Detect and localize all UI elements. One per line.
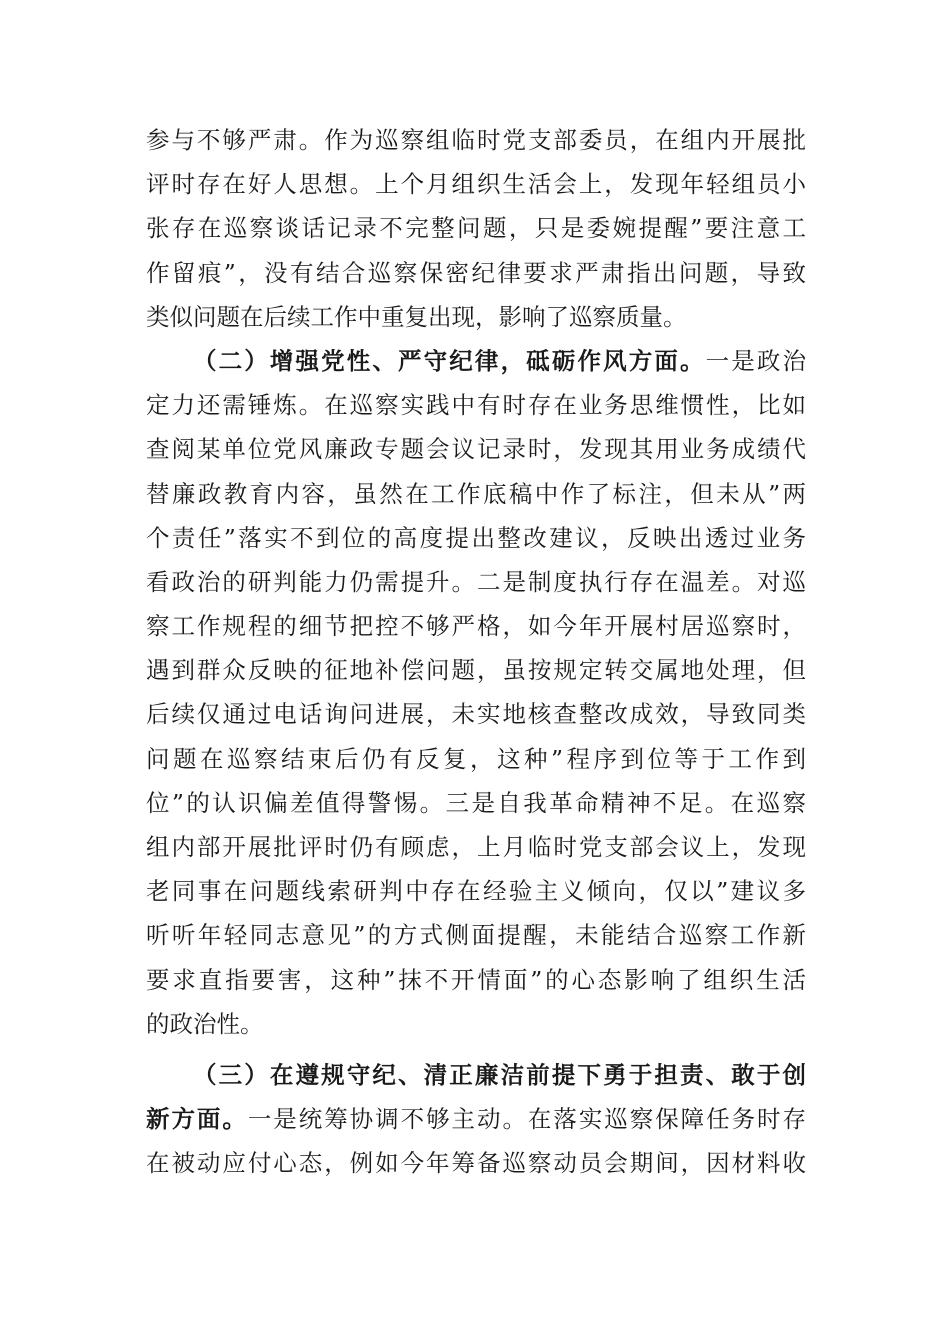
text-run: 一是统筹协调不够主动。在落实巡察保障任务时存 [247,1105,807,1134]
paragraph-3 [146,1053,806,1186]
paragraph-first-line [146,339,806,383]
text-line: 的政治性。 [146,1009,264,1038]
text-line: 张存在巡察谈话记录不完整问题，只是委婉提醒”要注意工 [146,214,806,243]
text-line: 查阅某单位党风廉政专题会议记录时，发现其用业务成绩代 [146,435,806,464]
text-line: 后续仅通过电话询问进展，未实地核查整改成效，导致同类 [146,700,806,729]
text-line: 遇到群众反映的征地补偿问题，虽按规定转交属地处理，但 [146,656,806,685]
paragraph-1 [146,118,806,339]
text-line: 参与不够严肃。作为巡察组临时党支部委员，在组内开展批 [146,126,806,154]
paragraph-spacing [146,1046,806,1053]
text-line: 位”的认识偏差值得警惕。三是自我革命精神不足。在巡察 [146,788,806,817]
section-heading-3-end: 新方面。 [146,1105,248,1134]
text-line: 问题在巡察结束后仍有反复，这种”程序到位等于工作到 [146,744,806,773]
text-line: 要求直指要害，这种”抹不开情面”的心态影响了组织生活 [146,965,806,994]
document-body [146,118,806,1186]
section-heading-2: （二）增强党性、严守纪律，砥砺作风方面。 [193,346,706,375]
text-line: 类似问题在后续工作中重复出现，影响了巡察质量。 [146,302,687,331]
paragraph-line [146,1097,806,1141]
text-run: 一是政治 [705,346,807,375]
text-line: 看政治的研判能力仍需提升。二是制度执行存在温差。对巡 [146,567,806,596]
text-line: 作留痕”，没有结合巡察保密纪律要求严肃指出问题，导致 [146,258,806,287]
text-line: 定力还需锤炼。在巡察实践中有时存在业务思维惯性，比如 [146,391,806,420]
text-line: 替廉政教育内容，虽然在工作底稿中作了标注，但未从”两 [146,479,806,508]
text-line: 老同事在问题线索研判中存在经验主义倾向，仅以”建议多 [146,877,806,906]
text-line: 察工作规程的细节把控不够严格，如今年开展村居巡察时， [146,612,806,641]
section-heading-3: （三）在遵规守纪、清正廉洁前提下勇于担责、敢于创 [193,1060,806,1089]
text-line: 听听年轻同志意见”的方式侧面提醒，未能结合巡察工作新 [146,921,806,950]
paragraph-2 [146,339,806,1046]
text-line: 在被动应付心态，例如今年筹备巡察动员会期间，因材料收 [146,1149,806,1178]
text-line: 评时存在好人思想。上个月组织生活会上，发现年轻组员小 [146,170,806,199]
text-line: 个责任”落实不到位的高度提出整改建议，反映出透过业务 [146,523,806,552]
text-line: 组内部开展批评时仍有顾虑，上月临时党支部会议上，发现 [146,833,806,861]
